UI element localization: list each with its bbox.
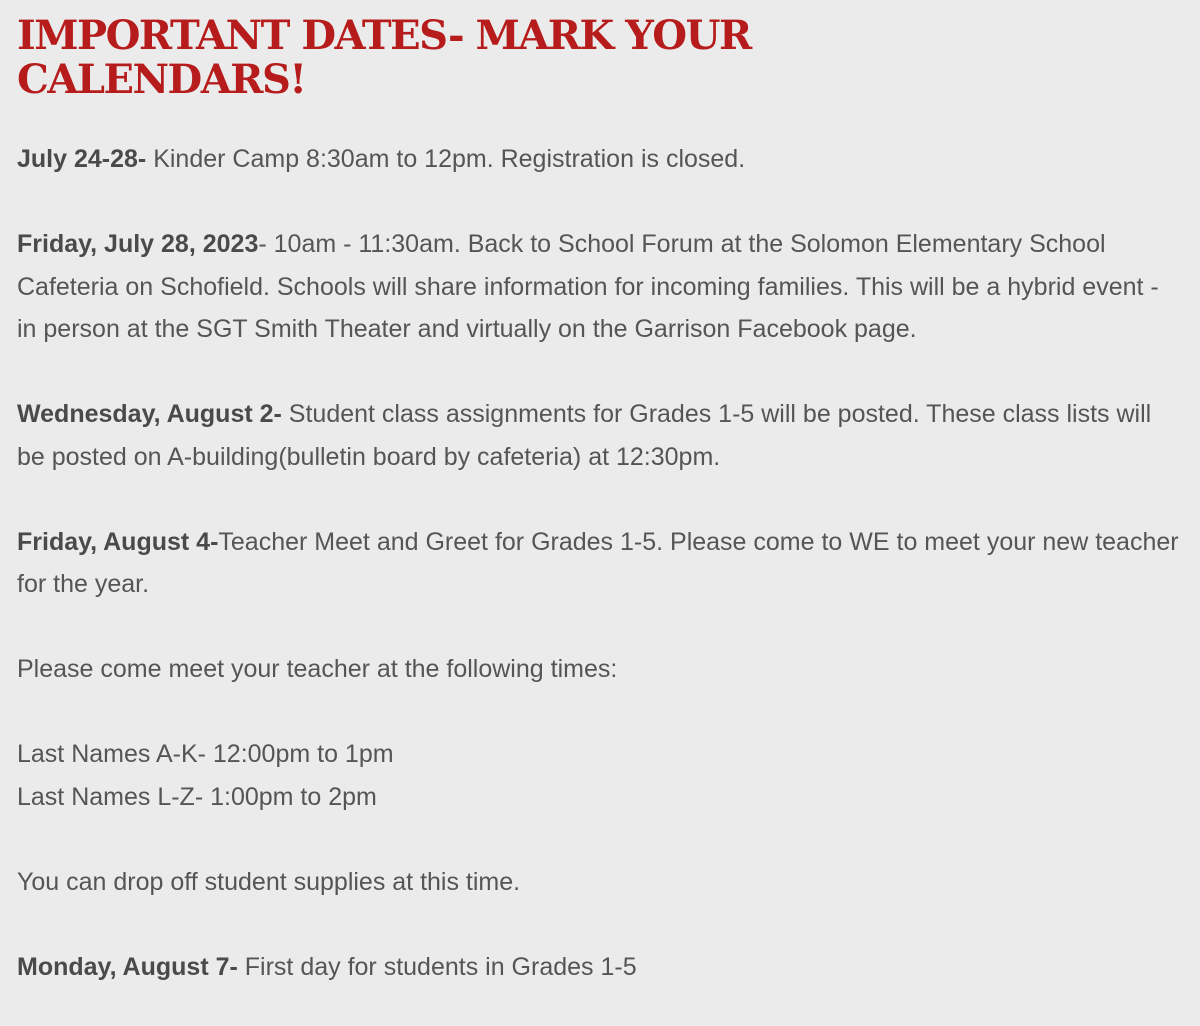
- entry-date: Wednesday, August 2-: [17, 400, 282, 428]
- entry-text: Last Names A-K- 12:00pm to 1pm: [17, 740, 394, 768]
- entry-date: July 24-28-: [17, 145, 147, 173]
- entry-text: Kinder Camp 8:30am to 12pm. Registration is closed.: [146, 145, 746, 173]
- date-entry-meet-and-greet: [17, 521, 1183, 606]
- date-entry-class-assignments: [17, 393, 1183, 478]
- meet-time-a-k: [17, 733, 1183, 776]
- dates-list: [17, 138, 1183, 988]
- entry-text: Teacher Meet and Greet for Grades 1-5. Please come to WE to meet your new teacher for the year.: [17, 527, 1179, 598]
- entry-text: - 10am - 11:30am. Back to School Forum at the Solomon Elementary School Cafeteria on Schofield. Schools will share information for incoming families. This will be a hybrid event - in person at the SGT Smith Theater and virtually on the Garrison Facebook page.: [17, 230, 1159, 343]
- supplies-note: [17, 861, 1183, 904]
- entry-text: Please come meet your teacher at the following times:: [17, 655, 618, 683]
- entry-text: You can drop off student supplies at this time.: [17, 867, 521, 896]
- date-entry-kinder-camp: [17, 138, 1183, 181]
- entry-text: Student class assignments for Grades 1-5 will be posted. These class lists will be posted on A-building(bulletin board by cafeteria) at 12:30pm.: [17, 400, 1152, 471]
- date-entry-first-day: [17, 946, 1183, 989]
- entry-date: Monday, August 7-: [17, 952, 238, 981]
- page-heading: IMPORTANT DATES- MARK YOUR CALENDARS!: [17, 12, 751, 103]
- entry-text: Last Names L-Z- 1:00pm to 2pm: [17, 782, 377, 811]
- entry-date: Friday, August 4-: [17, 527, 219, 556]
- meet-time-l-z: [17, 776, 1183, 819]
- date-entry-forum: [17, 223, 1183, 351]
- entry-text: First day for students in Grades 1-5: [237, 952, 637, 981]
- meet-times-intro: [17, 648, 1183, 691]
- entry-date: Friday, July 28, 2023: [17, 230, 259, 258]
